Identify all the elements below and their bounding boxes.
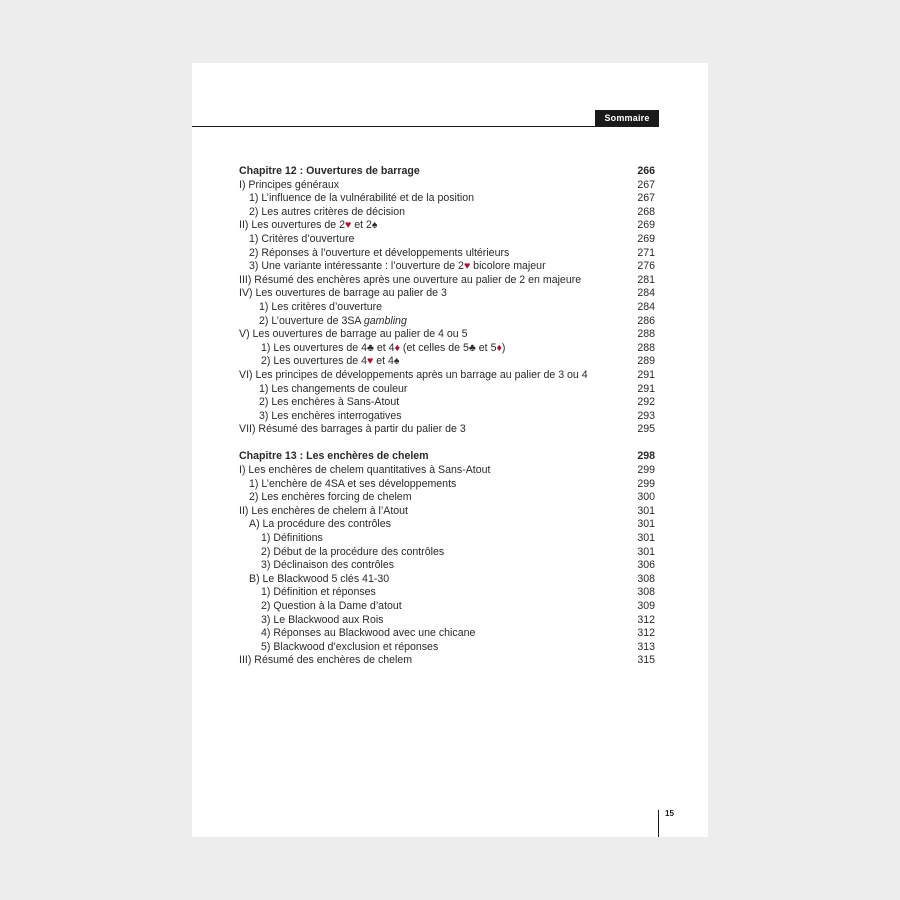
toc-entry[interactable]: [239, 287, 655, 301]
page-number: 301: [637, 532, 655, 545]
entry-title: II) Les enchères de chelem à l’Atout: [239, 504, 409, 517]
entry-text: 2) Les ouvertures de 4: [261, 355, 367, 368]
footer-rule: [658, 810, 659, 837]
toc-entry[interactable]: [239, 423, 655, 437]
toc-entry[interactable]: [239, 559, 655, 573]
page-number: 300: [637, 491, 655, 504]
page-number: 313: [637, 640, 655, 653]
entry-text: bicolore majeur: [470, 260, 546, 273]
entry-text: et 2: [351, 219, 372, 232]
entry-title: [239, 342, 505, 356]
entry-title: 1) Définition et réponses: [261, 586, 376, 599]
toc-entry[interactable]: [239, 274, 655, 288]
chapter-title: Chapitre 12 : Ouvertures de barrage: [239, 165, 420, 177]
page-number: 309: [637, 600, 655, 612]
toc-entry[interactable]: [239, 247, 655, 261]
page-number: 306: [637, 559, 655, 572]
entry-text: (et celles de 5: [399, 341, 469, 354]
page-number: 268: [637, 205, 655, 218]
page-number: 299: [637, 464, 655, 477]
entry-title: I) Les enchères de chelem quantitatives à Sans-Atout: [239, 464, 491, 477]
toc-entry[interactable]: [239, 219, 655, 233]
page-number: 308: [637, 572, 655, 585]
entry-title: 1) Les critères d’ouverture: [259, 300, 383, 313]
chapter-title: Chapitre 13 : Les enchères de chelem: [239, 450, 429, 463]
toc-entry[interactable]: [239, 369, 655, 383]
toc-entry[interactable]: [239, 315, 655, 329]
page-number: 286: [637, 314, 655, 327]
toc-entry[interactable]: [239, 627, 655, 641]
toc-entry[interactable]: [239, 342, 655, 356]
entry-text: 3) Une variante intéressante : l’ouverture de 2: [249, 260, 464, 273]
entry-title: 2) Réponses à l’ouverture et développements ultérieurs: [249, 246, 510, 259]
table-of-contents: [239, 165, 655, 668]
folio-page-number: 15: [665, 809, 674, 818]
entry-title: I) Principes généraux: [239, 178, 340, 191]
entry-title: A) La procédure des contrôles: [249, 518, 391, 531]
entry-text: II) Les ouvertures de 2: [239, 219, 345, 232]
spade-icon: ♠: [393, 355, 400, 368]
header-rule: [192, 126, 659, 127]
entry-text: 1) Les ouvertures de 4: [261, 341, 367, 354]
page-number: 299: [637, 477, 655, 490]
entry-title: 2) Début de la procédure des contrôles: [261, 545, 445, 558]
entry-title: III) Résumé des enchères de chelem: [239, 654, 413, 667]
entry-title: 1) L’influence de la vulnérabilité et de la position: [249, 192, 474, 205]
toc-entry[interactable]: [239, 478, 655, 492]
page-number: 312: [637, 627, 655, 640]
page-number: 288: [637, 341, 655, 354]
entry-text: 2) L’ouverture de 3SA: [259, 314, 364, 327]
entry-title: 2) Les enchères à Sans-Atout: [259, 396, 400, 409]
page-number: 267: [637, 178, 655, 191]
entry-title: VI) Les principes de développements après un barrage au palier de 3 ou 4: [239, 368, 588, 381]
toc-chapter-13[interactable]: [239, 450, 655, 464]
entry-title: 3) Les enchères interrogatives: [259, 409, 402, 422]
page-number: 301: [637, 545, 655, 558]
toc-entry[interactable]: [239, 355, 655, 369]
toc-entry[interactable]: [239, 614, 655, 628]
entry-title: 3) Le Blackwood aux Rois: [261, 613, 384, 626]
toc-entry[interactable]: [239, 573, 655, 587]
page-number: 269: [637, 219, 655, 232]
entry-title: 5) Blackwood d’exclusion et réponses: [261, 640, 439, 653]
toc-entry[interactable]: [239, 233, 655, 247]
toc-entry[interactable]: [239, 383, 655, 397]
page-number: 291: [637, 382, 655, 395]
toc-entry[interactable]: [239, 192, 655, 206]
page-number: 284: [637, 287, 655, 300]
entry-title: [239, 219, 378, 233]
section-badge: Sommaire: [595, 110, 659, 126]
toc-entry[interactable]: [239, 301, 655, 315]
toc-entry[interactable]: [239, 260, 655, 274]
entry-title: 1) Critères d’ouverture: [249, 232, 355, 245]
page-number: 267: [637, 192, 655, 205]
page-number: 284: [637, 300, 655, 313]
toc-entry[interactable]: [239, 532, 655, 546]
entry-title: [239, 260, 546, 274]
page-number: 292: [637, 396, 655, 409]
entry-title: [239, 315, 407, 329]
page-number: 315: [637, 654, 655, 667]
page-number: 312: [637, 613, 655, 626]
page-number: 288: [637, 328, 655, 341]
page-number: 269: [637, 232, 655, 245]
page-number: 276: [637, 260, 655, 273]
entry-title: IV) Les ouvertures de barrage au palier de 3: [239, 287, 447, 300]
page-number: 281: [637, 273, 655, 286]
page-number: 308: [637, 586, 655, 599]
entry-italic-text: gambling: [363, 314, 407, 327]
spade-icon: ♠: [371, 219, 378, 232]
heart-icon: ♥: [367, 355, 374, 368]
toc-entry[interactable]: [239, 505, 655, 519]
book-page: [192, 63, 708, 837]
toc-entry[interactable]: [239, 410, 655, 424]
heart-icon: ♥: [345, 219, 352, 232]
diamond-icon: ♦: [496, 341, 502, 354]
toc-entry[interactable]: [239, 654, 655, 668]
club-icon: ♣: [468, 341, 476, 354]
chapter-spacer: [239, 437, 655, 451]
page-number: 291: [637, 368, 655, 381]
page-number: 271: [637, 246, 655, 259]
entry-title: III) Résumé des enchères après une ouverture au palier de 2 en majeure: [239, 273, 582, 286]
entry-title: 1) Définitions: [261, 532, 323, 545]
entry-title: VII) Résumé des barrages à partir du palier de 3: [239, 423, 466, 436]
entry-title: 1) L’enchère de 4SA et ses développements: [249, 477, 457, 490]
page-number: 293: [637, 409, 655, 422]
entry-text: et 4: [373, 355, 394, 368]
club-icon: ♣: [367, 341, 374, 354]
toc-entry[interactable]: [239, 179, 655, 193]
toc-entry[interactable]: [239, 586, 655, 600]
toc-entry[interactable]: [239, 491, 655, 505]
page-number: 266: [637, 165, 655, 177]
entry-title: 2) Les autres critères de décision: [249, 205, 406, 218]
heart-icon: ♥: [463, 260, 471, 273]
toc-entry[interactable]: [239, 206, 655, 220]
toc-entry[interactable]: [239, 328, 655, 342]
entry-title: B) Le Blackwood 5 clés 41-30: [249, 572, 390, 585]
entry-title: [239, 355, 400, 369]
entry-text: ): [501, 341, 506, 354]
toc-entry[interactable]: [239, 396, 655, 410]
toc-entry[interactable]: [239, 518, 655, 532]
toc-entry[interactable]: [239, 464, 655, 478]
page-number: 295: [637, 423, 655, 436]
entry-text: et 4: [373, 341, 395, 354]
entry-title: 3) Déclinaison des contrôles: [261, 559, 395, 572]
entry-title: 1) Les changements de couleur: [259, 382, 408, 395]
diamond-icon: ♦: [394, 341, 400, 354]
toc-entry[interactable]: [239, 600, 655, 614]
page-number: 301: [637, 518, 655, 531]
entry-title: 2) Question à la Dame d’atout: [261, 600, 402, 612]
toc-entry[interactable]: [239, 546, 655, 560]
entry-text: et 5: [475, 341, 497, 354]
page-number: 298: [637, 450, 655, 463]
entry-title: 4) Réponses au Blackwood avec une chicane: [261, 627, 476, 640]
page-number: 289: [637, 355, 655, 368]
entry-title: 2) Les enchères forcing de chelem: [249, 491, 412, 504]
toc-chapter-12[interactable]: [239, 165, 655, 179]
entry-title: V) Les ouvertures de barrage au palier de 4 ou 5: [239, 328, 468, 341]
page-number: 301: [637, 504, 655, 517]
toc-entry[interactable]: [239, 641, 655, 655]
